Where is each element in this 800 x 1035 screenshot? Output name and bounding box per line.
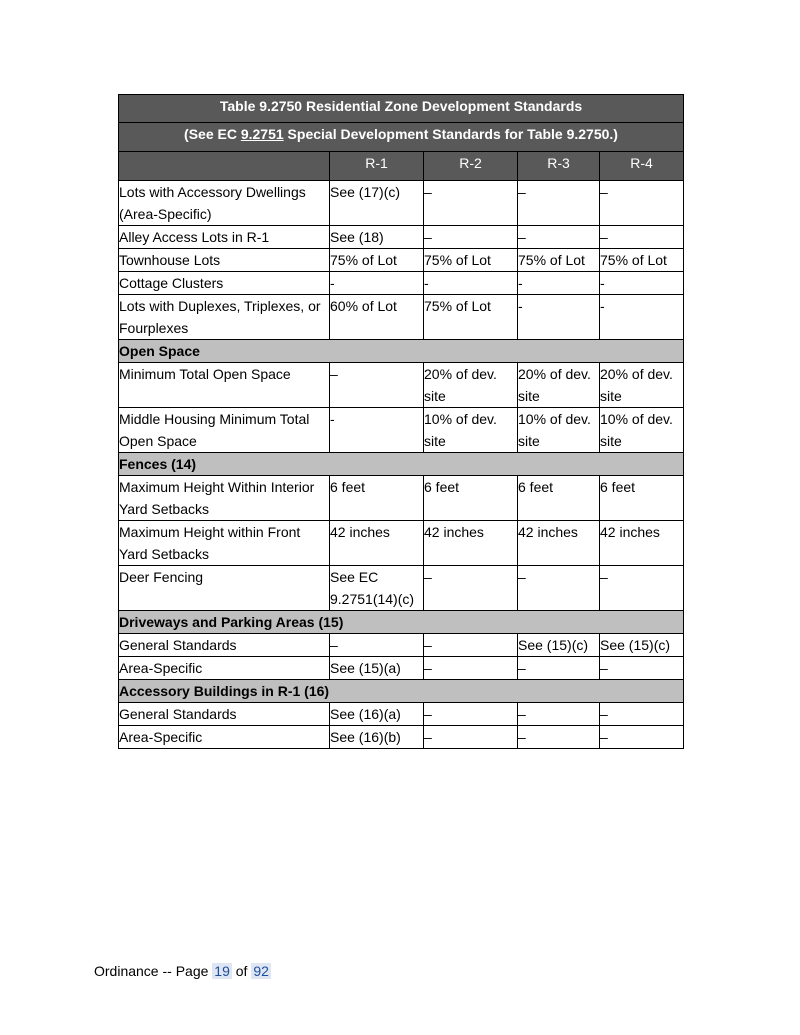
column-header-row (119, 152, 684, 181)
cell-r-1: See (18) (330, 226, 424, 249)
cell-r-4: 20% of dev. site (600, 363, 684, 408)
cell-r-3: See (15)(c) (518, 634, 600, 657)
table-row (119, 249, 684, 272)
cell-r-1: – (330, 634, 424, 657)
footer-of: of (235, 963, 248, 979)
row-label: Lots with Duplexes, Triplexes, or Fourplexes (119, 295, 330, 340)
cell-r-3: 6 feet (518, 476, 600, 521)
cell-r-1: 6 feet (330, 476, 424, 521)
cell-r-1: See (15)(a) (330, 657, 424, 680)
table-row (119, 363, 684, 408)
cell-r-3: - (518, 272, 600, 295)
row-label: Area-Specific (119, 657, 330, 680)
cell-r-3: – (518, 181, 600, 226)
cell-r-3: 75% of Lot (518, 249, 600, 272)
table-body (119, 181, 684, 749)
table-row (119, 726, 684, 749)
column-header-r2: R-2 (424, 152, 518, 181)
table-row (119, 476, 684, 521)
cell-r-3: 42 inches (518, 521, 600, 566)
cell-r-2: 42 inches (424, 521, 518, 566)
cell-r-1: - (330, 408, 424, 453)
row-label: General Standards (119, 703, 330, 726)
row-label: Maximum Height Within Interior Yard Setbacks (119, 476, 330, 521)
row-label: Alley Access Lots in R-1 (119, 226, 330, 249)
cell-r-2: 75% of Lot (424, 295, 518, 340)
cell-r-4: – (600, 726, 684, 749)
table-row (119, 295, 684, 340)
table-row (119, 657, 684, 680)
section-label: Fences (14) (119, 453, 684, 476)
cell-r-4: 10% of dev. site (600, 408, 684, 453)
table-row (119, 181, 684, 226)
cell-r-4: 6 feet (600, 476, 684, 521)
cell-r-4: - (600, 272, 684, 295)
section-label: Accessory Buildings in R-1 (16) (119, 680, 684, 703)
row-label: Deer Fencing (119, 566, 330, 611)
cell-r-2: 20% of dev. site (424, 363, 518, 408)
ec-9-2751-link[interactable]: 9.2751 (240, 126, 284, 142)
cell-r-4: See (15)(c) (600, 634, 684, 657)
cell-r-2: – (424, 634, 518, 657)
cell-r-4: – (600, 566, 684, 611)
section-header-row (119, 453, 684, 476)
cell-r-2: – (424, 703, 518, 726)
table-title: Table 9.2750 Residential Zone Development Standards (119, 95, 684, 123)
table-subtitle (119, 123, 684, 152)
cell-r-4: 42 inches (600, 521, 684, 566)
cell-r-3: 20% of dev. site (518, 363, 600, 408)
cell-r-2: – (424, 726, 518, 749)
cell-r-1: 75% of Lot (330, 249, 424, 272)
column-header-r1: R-1 (330, 152, 424, 181)
subtitle-after: Special Development Standards for Table 9.2750.) (283, 126, 618, 142)
section-header-row (119, 340, 684, 363)
cell-r-4: - (600, 295, 684, 340)
section-label: Driveways and Parking Areas (15) (119, 611, 684, 634)
row-label: Area-Specific (119, 726, 330, 749)
cell-r-2: 75% of Lot (424, 249, 518, 272)
table-row (119, 703, 684, 726)
cell-r-1: 60% of Lot (330, 295, 424, 340)
table-row (119, 634, 684, 657)
row-label: Maximum Height within Front Yard Setbacks (119, 521, 330, 566)
table-row (119, 521, 684, 566)
cell-r-1: 42 inches (330, 521, 424, 566)
footer-page-number: 19 (214, 963, 230, 979)
cell-r-4: – (600, 703, 684, 726)
cell-r-3: – (518, 566, 600, 611)
cell-r-2: – (424, 657, 518, 680)
footer-prefix: Ordinance -- Page (94, 963, 209, 979)
cell-r-1: See EC 9.2751(14)(c) (330, 566, 424, 611)
section-header-row (119, 611, 684, 634)
cell-r-4: – (600, 181, 684, 226)
cell-r-4: – (600, 657, 684, 680)
row-label: Townhouse Lots (119, 249, 330, 272)
cell-r-4: – (600, 226, 684, 249)
column-header-r3: R-3 (518, 152, 600, 181)
cell-r-1: See (16)(a) (330, 703, 424, 726)
cell-r-3: – (518, 726, 600, 749)
cell-r-3: – (518, 657, 600, 680)
table-row (119, 226, 684, 249)
row-label: Minimum Total Open Space (119, 363, 330, 408)
row-label: General Standards (119, 634, 330, 657)
cell-r-1: - (330, 272, 424, 295)
cell-r-3: - (518, 295, 600, 340)
table-row (119, 408, 684, 453)
row-label: Middle Housing Minimum Total Open Space (119, 408, 330, 453)
section-header-row (119, 680, 684, 703)
table-row (119, 566, 684, 611)
cell-r-3: – (518, 703, 600, 726)
row-label: Cottage Clusters (119, 272, 330, 295)
footer-total-pages: 92 (253, 963, 269, 979)
cell-r-3: – (518, 226, 600, 249)
subtitle-before: (See EC (184, 126, 241, 142)
cell-r-2: 10% of dev. site (424, 408, 518, 453)
section-label: Open Space (119, 340, 684, 363)
cell-r-1: See (16)(b) (330, 726, 424, 749)
column-header-r4: R-4 (600, 152, 684, 181)
cell-r-2: – (424, 226, 518, 249)
cell-r-4: 75% of Lot (600, 249, 684, 272)
cell-r-1: See (17)(c) (330, 181, 424, 226)
cell-r-2: 6 feet (424, 476, 518, 521)
column-header-blank (119, 152, 330, 181)
cell-r-2: - (424, 272, 518, 295)
row-label: Lots with Accessory Dwellings (Area-Specific) (119, 181, 330, 226)
cell-r-2: – (424, 181, 518, 226)
cell-r-2: – (424, 566, 518, 611)
page-footer (94, 961, 271, 981)
table-row (119, 272, 684, 295)
cell-r-3: 10% of dev. site (518, 408, 600, 453)
cell-r-1: – (330, 363, 424, 408)
development-standards-table (118, 94, 684, 749)
